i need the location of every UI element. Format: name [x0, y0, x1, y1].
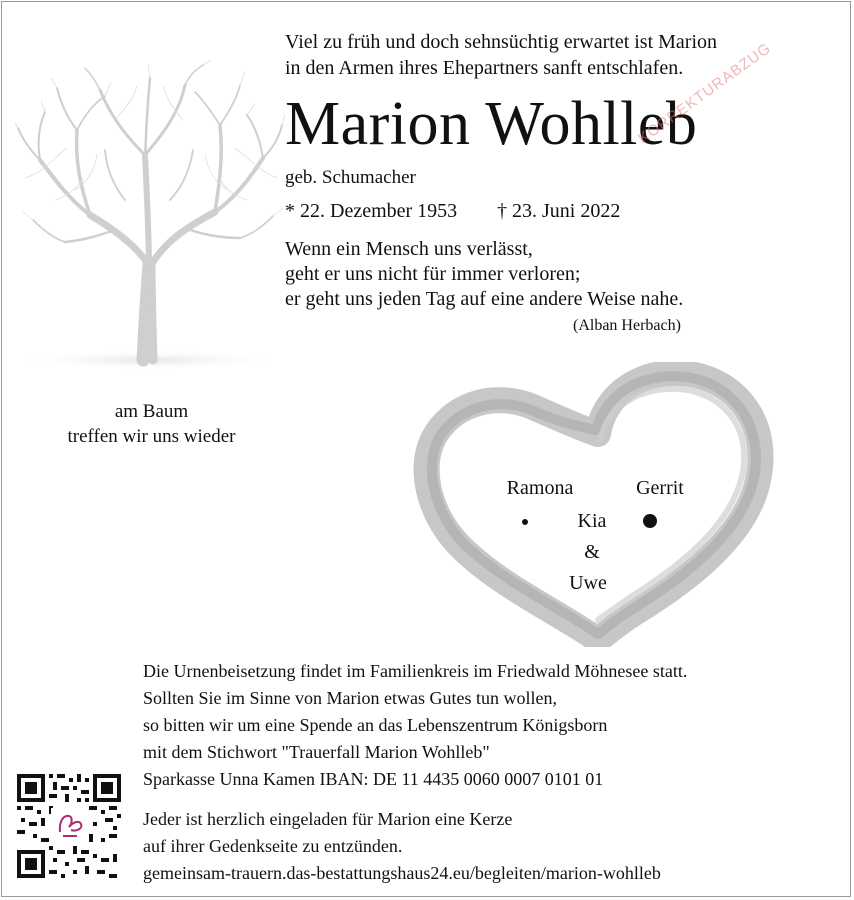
intro-line-1: Viel zu früh und doch sehnsüchtig erwartet ist Marion — [285, 31, 718, 53]
memorial-line-1: Jeder ist herzlich eingeladen für Marion eine Kerze — [143, 809, 513, 829]
birth-date: * 22. Dezember 1953 — [285, 200, 458, 222]
quote-line-1: Wenn ein Mensch uns verlässt, — [285, 238, 533, 260]
donation-line-1: Sollten Sie im Sinne von Marion etwas Gutes tun wollen, — [143, 688, 557, 708]
memorial-url-link[interactable]: gemeinsam-trauern.das-bestattungshaus24.eu/begleiten/marion-wohlleb — [143, 863, 661, 883]
quote-line-2: geht er uns nicht für immer verloren; — [285, 263, 581, 285]
tree-caption-line-1: am Baum — [114, 401, 189, 422]
family-name-3: Kia — [577, 510, 607, 532]
family-name-4: Uwe — [569, 572, 607, 594]
memorial-line-2: auf ihrer Gedenkseite zu entzünden. — [143, 836, 403, 856]
death-date: † 23. Juni 2022 — [497, 200, 621, 222]
proof-watermark: KORREKTURABZUG — [635, 39, 775, 148]
donation-iban: Sparkasse Unna Kamen IBAN: DE 11 4435 0060 0007 0101 01 — [143, 769, 604, 789]
qr-code[interactable] — [15, 772, 123, 880]
family-name-2: Gerrit — [636, 477, 684, 499]
donation-line-2: so bitten wir um eine Spende an das Lebenszentrum Königsborn — [143, 715, 608, 735]
quote-author: (Alban Herbach) — [573, 317, 681, 334]
quote-line-3: er geht uns jeden Tag auf eine andere Weise nahe. — [285, 288, 684, 310]
donation-line-3: mit dem Stichwort "Trauerfall Marion Wohlleb" — [143, 742, 490, 762]
tree-caption-line-2: treffen wir uns wieder — [67, 426, 236, 447]
family-name-1: Ramona — [506, 477, 574, 499]
tree-image — [15, 60, 285, 372]
burial-notice: Die Urnenbeisetzung findet im Familienkreis im Friedwald Möhnesee statt. — [143, 661, 688, 681]
intro-line-2: in den Armen ihres Ehepartners sanft entschlafen. — [285, 57, 684, 79]
heart-image — [408, 362, 778, 647]
birth-name: geb. Schumacher — [285, 167, 416, 188]
bullet-small — [522, 519, 528, 525]
deceased-name: Marion Wohlleb — [285, 90, 698, 158]
family-ampersand: & — [584, 541, 600, 563]
